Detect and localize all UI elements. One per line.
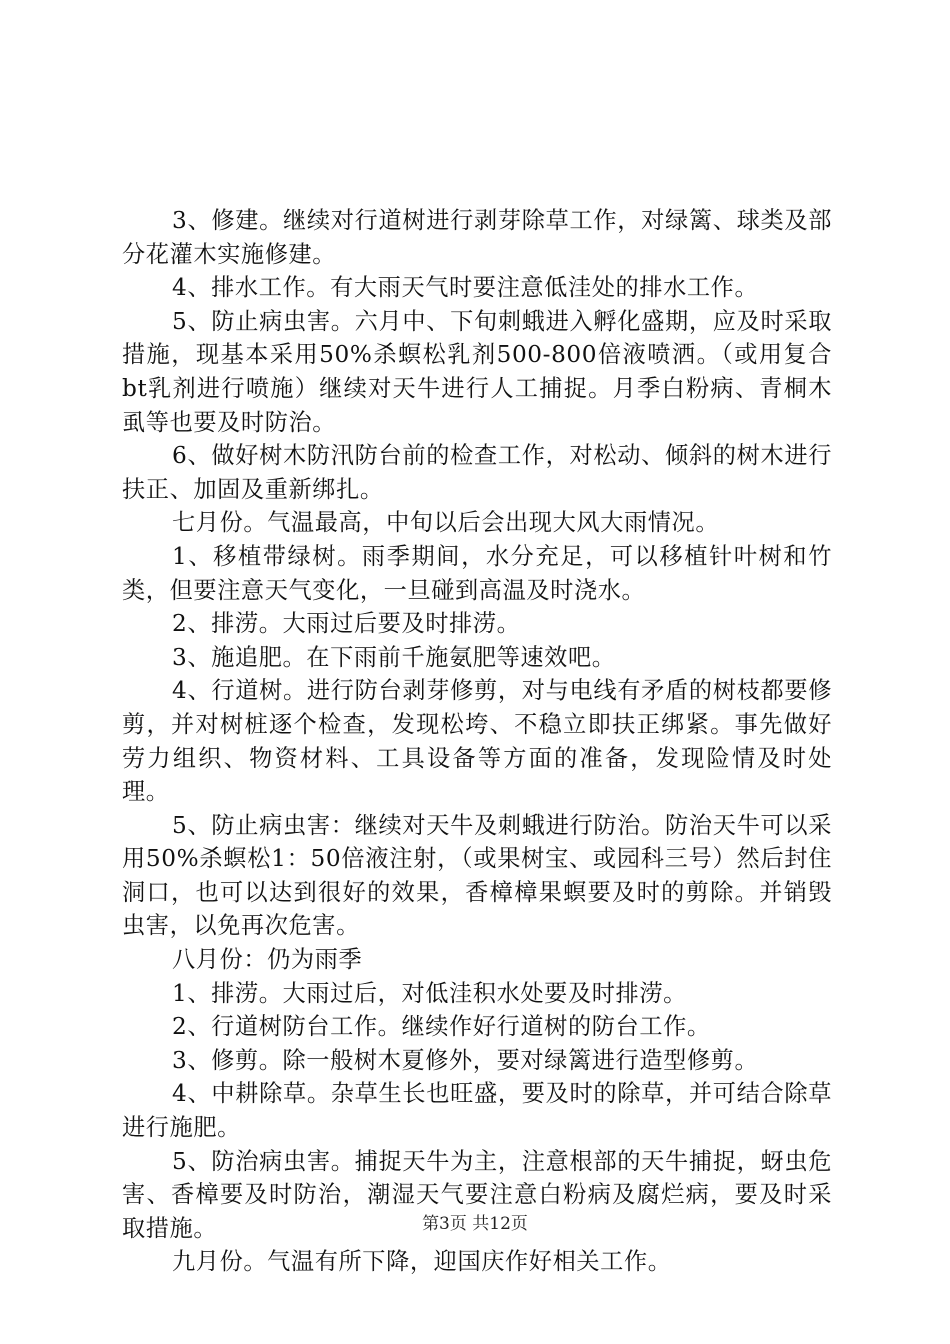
paragraph: 3、修剪。除一般树木夏修外，要对绿篱进行造型修剪。 — [172, 1046, 759, 1074]
paragraph: 4、中耕除草。杂草生长也旺盛，要及时的除草，并可结合除草进行施肥。 — [122, 1080, 832, 1142]
paragraph: 5、防止病虫害：继续对天牛及刺蛾进行防治。防治天牛可以采用50%杀螟松1：50倍液注射，（或果树宝、或园科三号）然后封住洞口，也可以达到很好的效果，香樟樟果螟要及时的剪除。并销毁虫害，以免再次危害。 — [122, 811, 832, 940]
section-heading-september: 九月份。气温有所下降，迎国庆作好相关工作。 — [172, 1248, 672, 1276]
paragraph: 2、排涝。大雨过后要及时排涝。 — [172, 610, 521, 638]
paragraph: 4、排水工作。有大雨天气时要注意低洼处的排水工作。 — [172, 274, 759, 302]
paragraph: 2、行道树防台工作。继续作好行道树的防台工作。 — [172, 1013, 711, 1041]
section-heading-july: 七月份。气温最高，中旬以后会出现大风大雨情况。 — [172, 509, 720, 537]
paragraph: 3、修建。继续对行道树进行剥芽除草工作，对绿篱、球类及部分花灌木实施修建。 — [122, 207, 832, 268]
paragraph: 5、防止病虫害。六月中、下旬刺蛾进入孵化盛期，应及时采取措施，现基本采用50%杀螟松乳剂500-800倍液喷洒。（或用复合bt乳剂进行喷施）继续对天牛进行人工捕捉。月季白粉病、青桐木虱等也要及时防治。 — [122, 307, 832, 436]
paragraph: 5、防治病虫害。捕捉天牛为主，注意根部的天牛捕捉，蚜虫危害、香樟要及时防治，潮湿天气要注意白粉病及腐烂病，要及时采取措施。 — [122, 1147, 832, 1242]
document-body — [122, 204, 832, 1279]
section-heading-august: 八月份：仍为雨季 — [172, 946, 363, 974]
paragraph: 1、排涝。大雨过后，对低洼积水处要及时排涝。 — [172, 979, 687, 1007]
paragraph: 6、做好树木防汛防台前的检查工作，对松动、倾斜的树木进行扶正、加固及重新绑扎。 — [122, 442, 832, 503]
paragraph: 3、施追肥。在下雨前千施氨肥等速效吧。 — [172, 643, 616, 671]
paragraph: 1、移植带绿树。雨季期间，水分充足，可以移植针叶树和竹类，但要注意天气变化，一旦碰到高温及时浇水。 — [122, 542, 832, 604]
page-number-footer: 第3页 共12页 — [422, 1214, 528, 1234]
paragraph: 4、行道树。进行防台剥芽修剪，对与电线有矛盾的树枝都要修剪，并对树桩逐个检查，发现松垮、不稳立即扶正绑紧。事先做好劳力组织、物资材料、工具设备等方面的准备，发现险情及时处理。 — [122, 677, 832, 806]
